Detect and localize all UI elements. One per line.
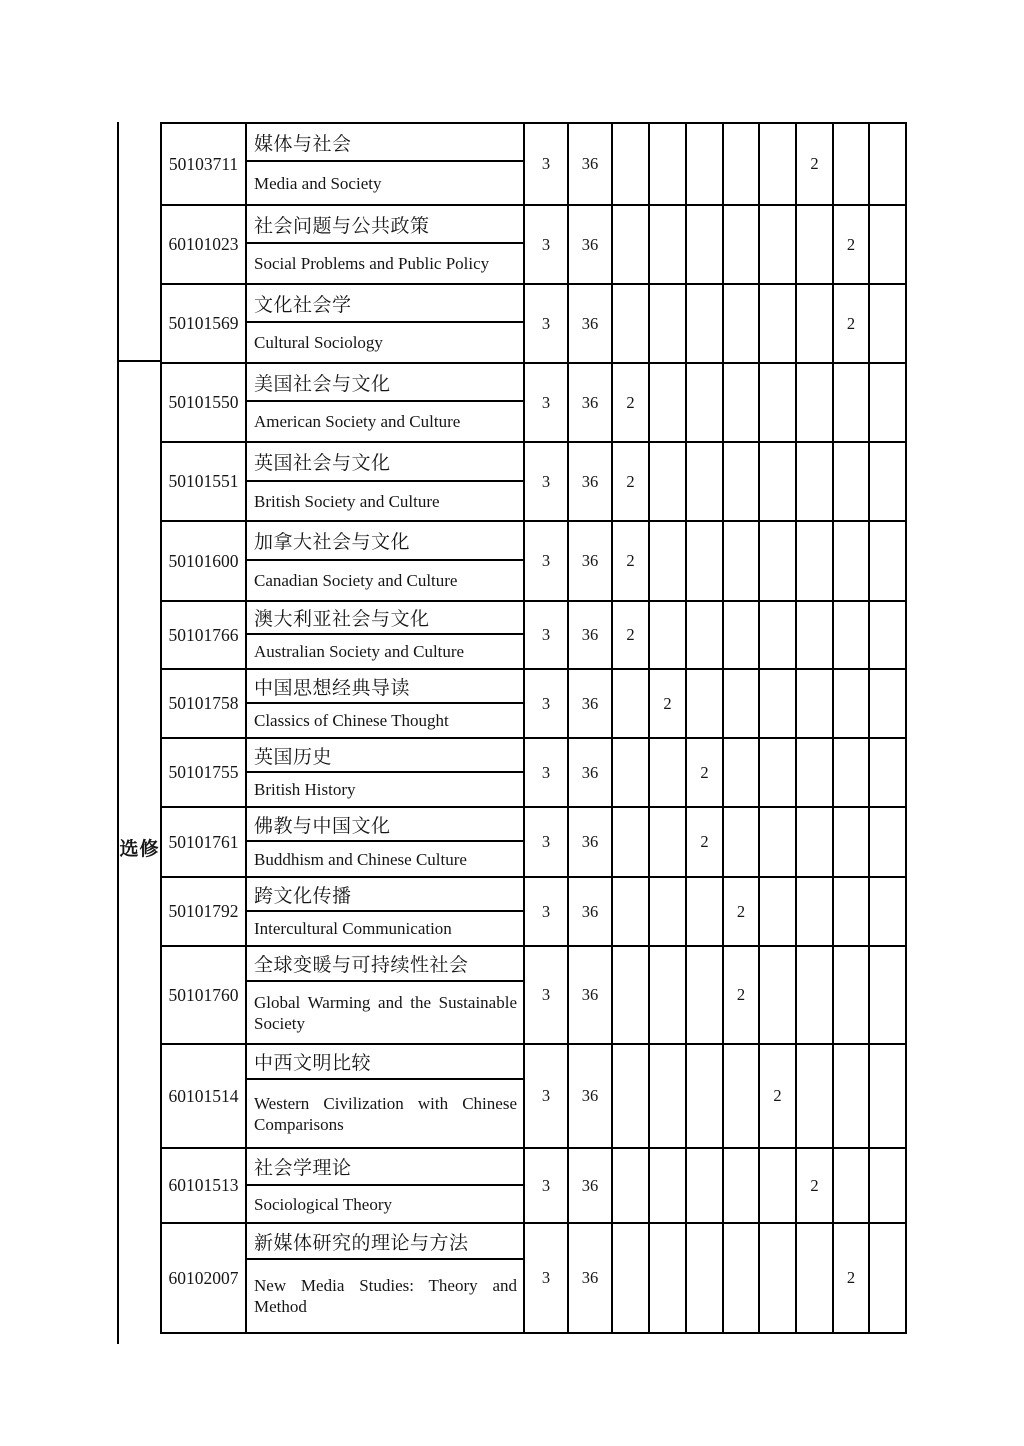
semester-cell xyxy=(832,670,868,737)
semester-cell xyxy=(685,1149,722,1222)
course-name-en-text: Classics of Chinese Thought xyxy=(254,711,449,730)
semester-cell xyxy=(648,947,685,1043)
semester-cell xyxy=(722,602,758,668)
semester-cell xyxy=(611,1224,648,1332)
hours-cell: 36 xyxy=(567,522,611,600)
semester-cell xyxy=(758,124,795,204)
semester-cell xyxy=(758,443,795,520)
course-name-cell xyxy=(245,808,523,876)
semester-cell xyxy=(685,364,722,441)
course-name-cell xyxy=(245,124,523,204)
semester-cell xyxy=(685,124,722,204)
course-name-en xyxy=(247,323,523,362)
course-code-cell: 50101766 xyxy=(160,602,245,668)
semester-cell xyxy=(648,808,685,876)
course-code-cell: 50101551 xyxy=(160,443,245,520)
semester-cell xyxy=(868,602,905,668)
semester-cell xyxy=(722,443,758,520)
semester-cell xyxy=(795,206,832,283)
credits-cell: 3 xyxy=(523,285,567,362)
semester-cell xyxy=(722,364,758,441)
semester-mark-cell: 2 xyxy=(722,878,758,945)
semester-cell xyxy=(722,739,758,806)
semester-mark-cell: 2 xyxy=(611,443,648,520)
semester-mark-cell: 2 xyxy=(611,522,648,600)
semester-cell xyxy=(868,1224,905,1332)
course-name-en xyxy=(247,1260,523,1332)
hours-cell: 36 xyxy=(567,1224,611,1332)
semester-cell xyxy=(868,808,905,876)
semester-cell xyxy=(795,670,832,737)
semester-cell xyxy=(685,522,722,600)
semester-cell xyxy=(868,739,905,806)
semester-cell xyxy=(685,1224,722,1332)
semester-cell xyxy=(868,443,905,520)
semester-cell xyxy=(611,808,648,876)
credits-cell: 3 xyxy=(523,808,567,876)
semester-cell xyxy=(758,522,795,600)
semester-mark-cell: 2 xyxy=(685,808,722,876)
hours-cell: 36 xyxy=(567,602,611,668)
semester-cell xyxy=(722,206,758,283)
semester-cell xyxy=(722,670,758,737)
semester-cell xyxy=(795,522,832,600)
semester-cell xyxy=(832,808,868,876)
hours-cell: 36 xyxy=(567,206,611,283)
credits-cell: 3 xyxy=(523,124,567,204)
semester-cell xyxy=(758,670,795,737)
course-name-en xyxy=(247,912,523,945)
course-name-zh: 中西文明比较 xyxy=(247,1045,523,1080)
table-row xyxy=(160,739,905,808)
course-name-en xyxy=(247,162,523,204)
semester-cell xyxy=(648,443,685,520)
credits-cell: 3 xyxy=(523,602,567,668)
semester-cell xyxy=(685,285,722,362)
semester-cell xyxy=(648,364,685,441)
semester-cell xyxy=(611,739,648,806)
semester-cell xyxy=(832,364,868,441)
semester-cell xyxy=(758,947,795,1043)
hours-cell: 36 xyxy=(567,947,611,1043)
hours-cell: 36 xyxy=(567,1045,611,1147)
semester-cell xyxy=(795,808,832,876)
category-cell-top xyxy=(119,122,160,362)
semester-cell xyxy=(611,285,648,362)
semester-cell xyxy=(758,1224,795,1332)
credits-cell: 3 xyxy=(523,670,567,737)
credits-cell: 3 xyxy=(523,443,567,520)
semester-mark-cell: 2 xyxy=(685,739,722,806)
category-column xyxy=(117,122,160,1344)
semester-cell xyxy=(648,739,685,806)
course-name-cell xyxy=(245,522,523,600)
table-row xyxy=(160,1149,905,1224)
semester-cell xyxy=(758,739,795,806)
table-row xyxy=(160,947,905,1045)
course-code-cell: 60101514 xyxy=(160,1045,245,1147)
credits-cell: 3 xyxy=(523,364,567,441)
semester-cell xyxy=(832,878,868,945)
hours-cell: 36 xyxy=(567,808,611,876)
semester-cell xyxy=(722,522,758,600)
course-name-cell xyxy=(245,1224,523,1332)
semester-cell xyxy=(648,1149,685,1222)
semester-cell xyxy=(648,602,685,668)
semester-cell xyxy=(648,285,685,362)
semester-cell xyxy=(868,1149,905,1222)
semester-mark-cell: 2 xyxy=(795,1149,832,1222)
table-row xyxy=(160,1045,905,1149)
semester-cell xyxy=(758,285,795,362)
semester-cell xyxy=(758,364,795,441)
semester-cell xyxy=(832,443,868,520)
course-name-cell xyxy=(245,947,523,1043)
hours-cell: 36 xyxy=(567,878,611,945)
semester-mark-cell: 2 xyxy=(758,1045,795,1147)
table-row xyxy=(160,878,905,947)
credits-cell: 3 xyxy=(523,1045,567,1147)
semester-cell xyxy=(685,443,722,520)
semester-cell xyxy=(722,124,758,204)
course-name-en xyxy=(247,482,523,520)
course-name-en xyxy=(247,1080,523,1147)
semester-cell xyxy=(795,602,832,668)
semester-cell xyxy=(868,878,905,945)
course-name-zh: 跨文化传播 xyxy=(247,878,523,912)
table-row xyxy=(160,808,905,878)
semester-cell xyxy=(868,670,905,737)
credits-cell: 3 xyxy=(523,739,567,806)
course-name-en-text: British Society and Culture xyxy=(254,491,440,511)
course-name-en-text: New Media Studies: Theory and Method xyxy=(254,1276,517,1316)
semester-mark-cell: 2 xyxy=(832,206,868,283)
course-name-en-text: Intercultural Communication xyxy=(254,919,452,938)
semester-cell xyxy=(758,602,795,668)
semester-cell xyxy=(758,808,795,876)
semester-cell xyxy=(795,878,832,945)
course-name-en xyxy=(247,561,523,600)
hours-cell: 36 xyxy=(567,285,611,362)
semester-cell xyxy=(795,1045,832,1147)
credits-cell: 3 xyxy=(523,1149,567,1222)
semester-cell xyxy=(795,443,832,520)
hours-cell: 36 xyxy=(567,364,611,441)
course-code-cell: 50101755 xyxy=(160,739,245,806)
semester-cell xyxy=(648,124,685,204)
semester-cell xyxy=(795,1224,832,1332)
semester-cell xyxy=(648,1224,685,1332)
course-name-cell xyxy=(245,602,523,668)
table-row xyxy=(160,670,905,739)
course-name-cell xyxy=(245,443,523,520)
semester-cell xyxy=(648,206,685,283)
course-name-en-text: British History xyxy=(254,780,356,799)
semester-cell xyxy=(611,206,648,283)
course-name-en xyxy=(247,402,523,441)
semester-cell xyxy=(611,947,648,1043)
semester-mark-cell: 2 xyxy=(611,364,648,441)
semester-cell xyxy=(685,1045,722,1147)
course-name-zh: 媒体与社会 xyxy=(247,124,523,162)
semester-cell xyxy=(868,206,905,283)
credits-cell: 3 xyxy=(523,1224,567,1332)
semester-cell xyxy=(795,364,832,441)
semester-cell xyxy=(648,522,685,600)
table-row xyxy=(160,285,905,364)
course-name-zh: 中国思想经典导读 xyxy=(247,670,523,704)
hours-cell: 36 xyxy=(567,670,611,737)
course-name-zh: 文化社会学 xyxy=(247,285,523,323)
semester-cell xyxy=(868,947,905,1043)
semester-cell xyxy=(648,878,685,945)
semester-mark-cell: 2 xyxy=(611,602,648,668)
course-name-en-text: Global Warming and the Sustainable Society xyxy=(254,992,517,1033)
course-name-en-text: Western Civilization with Chinese Comparisons xyxy=(254,1093,517,1134)
course-name-en-text: Media and Society xyxy=(254,173,382,193)
semester-cell xyxy=(685,878,722,945)
hours-cell: 36 xyxy=(567,739,611,806)
semester-cell xyxy=(648,1045,685,1147)
course-code-cell: 60101023 xyxy=(160,206,245,283)
hours-cell: 36 xyxy=(567,443,611,520)
semester-cell xyxy=(758,206,795,283)
semester-cell xyxy=(868,124,905,204)
course-code-cell: 50103711 xyxy=(160,124,245,204)
course-code-cell: 60101513 xyxy=(160,1149,245,1222)
course-name-cell xyxy=(245,285,523,362)
semester-cell xyxy=(795,739,832,806)
course-name-cell xyxy=(245,206,523,283)
course-name-en xyxy=(247,1186,523,1222)
semester-cell xyxy=(795,285,832,362)
semester-cell xyxy=(611,1149,648,1222)
semester-cell xyxy=(832,1045,868,1147)
course-name-zh: 英国社会与文化 xyxy=(247,443,523,482)
semester-mark-cell: 2 xyxy=(832,1224,868,1332)
semester-cell xyxy=(832,1149,868,1222)
hours-cell: 36 xyxy=(567,1149,611,1222)
table-row xyxy=(160,124,905,206)
semester-cell xyxy=(722,1045,758,1147)
course-name-en xyxy=(247,982,523,1043)
table-row xyxy=(160,443,905,522)
table-row xyxy=(160,206,905,285)
course-name-cell xyxy=(245,739,523,806)
semester-mark-cell: 2 xyxy=(832,285,868,362)
credits-cell: 3 xyxy=(523,206,567,283)
course-code-cell: 50101550 xyxy=(160,364,245,441)
course-name-en xyxy=(247,635,523,668)
hours-cell: 36 xyxy=(567,124,611,204)
semester-cell xyxy=(722,285,758,362)
course-name-en-text: Sociological Theory xyxy=(254,1194,393,1214)
course-name-zh: 英国历史 xyxy=(247,739,523,773)
course-code-cell: 50101569 xyxy=(160,285,245,362)
table-row xyxy=(160,522,905,602)
course-name-en-text: American Society and Culture xyxy=(254,412,461,431)
course-code-cell: 50101792 xyxy=(160,878,245,945)
semester-cell xyxy=(795,947,832,1043)
semester-cell xyxy=(611,670,648,737)
course-code-cell: 50101760 xyxy=(160,947,245,1043)
course-name-en-text: Social Problems and Public Policy xyxy=(254,254,490,273)
semester-cell xyxy=(832,947,868,1043)
course-name-en xyxy=(247,244,523,283)
course-name-en-text: Australian Society and Culture xyxy=(254,642,465,661)
curriculum-table xyxy=(117,122,907,1334)
category-cell-elective: 选修 xyxy=(119,838,160,860)
course-name-zh: 澳大利亚社会与文化 xyxy=(247,602,523,635)
course-name-en xyxy=(247,704,523,737)
semester-cell xyxy=(722,808,758,876)
course-name-zh: 新媒体研究的理论与方法 xyxy=(247,1224,523,1260)
semester-cell xyxy=(685,602,722,668)
semester-cell xyxy=(868,364,905,441)
course-name-en xyxy=(247,842,523,876)
course-name-cell xyxy=(245,878,523,945)
semester-cell xyxy=(685,670,722,737)
semester-cell xyxy=(611,1045,648,1147)
semester-mark-cell: 2 xyxy=(648,670,685,737)
semester-cell xyxy=(832,522,868,600)
course-name-zh: 加拿大社会与文化 xyxy=(247,522,523,561)
course-name-en xyxy=(247,773,523,806)
course-name-zh: 社会问题与公共政策 xyxy=(247,206,523,244)
course-code-cell: 50101600 xyxy=(160,522,245,600)
course-name-cell xyxy=(245,1149,523,1222)
credits-cell: 3 xyxy=(523,522,567,600)
semester-cell xyxy=(832,739,868,806)
course-rows xyxy=(160,122,907,1334)
course-code-cell: 60102007 xyxy=(160,1224,245,1332)
table-row xyxy=(160,602,905,670)
semester-mark-cell: 2 xyxy=(795,124,832,204)
semester-cell xyxy=(832,602,868,668)
course-name-cell xyxy=(245,670,523,737)
course-name-cell xyxy=(245,364,523,441)
semester-cell xyxy=(868,1045,905,1147)
table-row xyxy=(160,1224,905,1334)
semester-cell xyxy=(868,522,905,600)
semester-cell xyxy=(611,878,648,945)
course-code-cell: 50101761 xyxy=(160,808,245,876)
semester-cell xyxy=(758,1149,795,1222)
table-row xyxy=(160,364,905,443)
semester-cell xyxy=(722,1149,758,1222)
semester-mark-cell: 2 xyxy=(722,947,758,1043)
course-name-en-text: Cultural Sociology xyxy=(254,333,383,352)
semester-cell xyxy=(685,947,722,1043)
semester-cell xyxy=(722,1224,758,1332)
credits-cell: 3 xyxy=(523,878,567,945)
semester-cell xyxy=(611,124,648,204)
course-name-cell xyxy=(245,1045,523,1147)
course-name-zh: 佛教与中国文化 xyxy=(247,808,523,842)
course-name-zh: 全球变暖与可持续性社会 xyxy=(247,947,523,982)
semester-cell xyxy=(758,878,795,945)
course-name-zh: 社会学理论 xyxy=(247,1149,523,1186)
course-name-zh: 美国社会与文化 xyxy=(247,364,523,402)
credits-cell: 3 xyxy=(523,947,567,1043)
semester-cell xyxy=(868,285,905,362)
course-name-en-text: Buddhism and Chinese Culture xyxy=(254,849,467,869)
course-code-cell: 50101758 xyxy=(160,670,245,737)
semester-cell xyxy=(685,206,722,283)
semester-cell xyxy=(832,124,868,204)
course-name-en-text: Canadian Society and Culture xyxy=(254,571,458,590)
